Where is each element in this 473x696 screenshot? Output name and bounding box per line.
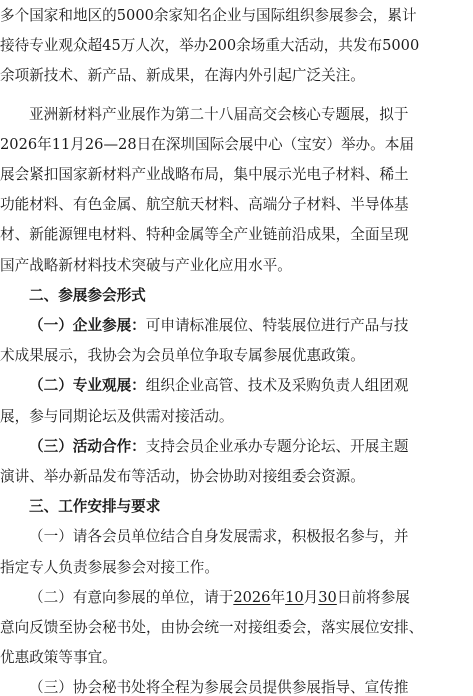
item-activity-cooperation-text: 支持会员企业承办专题分论坛、开展主题 [145, 438, 409, 455]
item-professional-visit-line-1 [0, 379, 473, 394]
item-professional-visit-label: （二）专业观展： [29, 377, 146, 394]
requirement-1-line-1: （一）请各会员单位结合自身发展需求，积极报名参与，并 [29, 528, 409, 545]
item-activity-cooperation-line-1 [0, 440, 473, 455]
paragraph-intro-line-1: 多个国家和地区的5000余家知名企业与国际组织参展参会，累计 [0, 7, 417, 24]
requirement-2-line-3: 优惠政策等事宜。 [0, 649, 117, 666]
deadline-year: 2026 [233, 589, 271, 606]
item-enterprise-exhibit-text: 可申请标准展位、特装展位进行产品与技 [145, 317, 409, 334]
paragraph-intro-line-2: 接待专业观众超45万人次，举办200余场重大活动，共发布5000 [0, 37, 420, 54]
paragraph-exhibition-line-1: 亚洲新材料产业展作为第二十八届高交会核心专题展，拟于 [29, 106, 409, 123]
item-professional-visit-text: 组织企业高管、技术及采购负责人组团观 [145, 377, 409, 394]
paragraph-exhibition-line-6: 国产战略新材料技术突破与产业化应用水平。 [0, 257, 292, 274]
requirement-2-text-pre: （二）有意向参展的单位，请于 [29, 589, 234, 606]
requirement-2-line-2: 意向反馈至协会秘书处，由协会统一对接组委会，落实展位安排、 [0, 619, 424, 636]
item-activity-cooperation-line-2: 演讲、举办新品发布等活动，协会协助对接组委会资源。 [0, 468, 365, 485]
item-enterprise-exhibit-line-1 [0, 319, 473, 334]
item-professional-visit-line-2: 展，参与同期论坛及供需对接活动。 [0, 408, 234, 425]
section-heading-participation: 二、参展参会形式 [29, 287, 146, 304]
deadline-month-unit: 月 [303, 589, 319, 606]
requirement-3-line-1: （三）协会秘书处将全程为参展会员提供参展指导、宣传推 [29, 679, 409, 696]
deadline-year-unit: 年 [270, 589, 286, 606]
item-activity-cooperation-label: （三）活动合作： [29, 438, 146, 455]
requirement-2-text-post: 日前将参展 [336, 589, 410, 606]
deadline-month: 10 [285, 589, 304, 606]
paragraph-exhibition-line-5: 材、新能源锂电材料、特种金属等全产业链前沿成果，全面呈现 [0, 226, 409, 243]
paragraph-exhibition-line-3: 展会紧扣国家新材料产业战略布局，集中展示光电子材料、稀土 [0, 166, 409, 183]
item-enterprise-exhibit-label: （一）企业参展： [29, 317, 146, 334]
paragraph-exhibition-line-2: 2026年11月26—28日在深圳国际会展中心（宝安）举办。本届 [0, 136, 414, 153]
requirement-2-line-1 [0, 591, 473, 606]
deadline-day: 30 [318, 589, 337, 606]
section-heading-arrangements: 三、工作安排与要求 [29, 498, 161, 515]
item-enterprise-exhibit-line-2: 术成果展示，我协会为会员单位争取专属参展优惠政策。 [0, 347, 365, 364]
paragraph-exhibition-line-4: 功能材料、有色金属、航空航天材料、高端分子材料、半导体基 [0, 196, 409, 213]
paragraph-intro-line-3: 余项新技术、新产品、新成果，在海内外引起广泛关注。 [0, 67, 365, 84]
requirement-1-line-2: 指定专人负责参展参会对接工作。 [0, 559, 219, 576]
